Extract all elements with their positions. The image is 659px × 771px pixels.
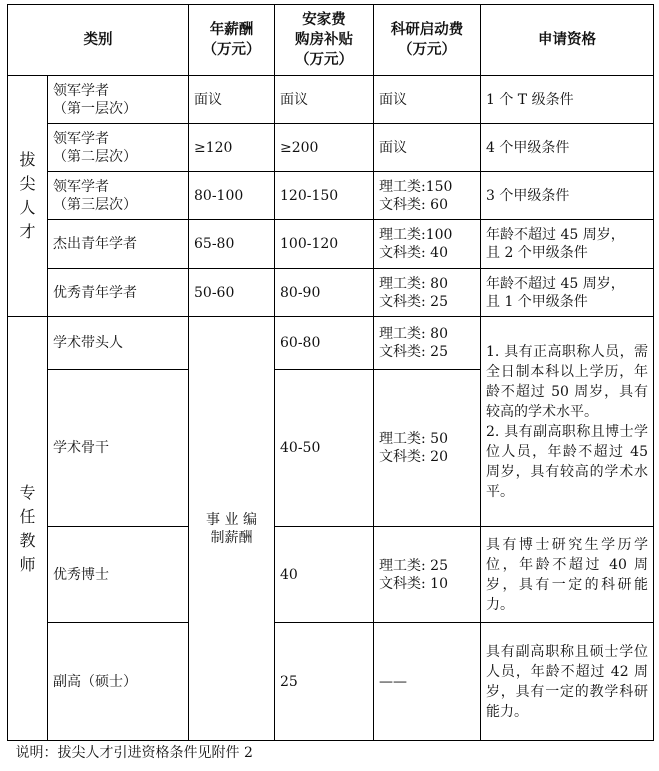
research-cell: ——: [374, 623, 481, 741]
header-housing: 安家费 购房补贴 （万元）: [275, 5, 374, 76]
header-category: 类别: [8, 5, 189, 76]
research-cell: 理工类: 80 文科类: 25: [374, 317, 481, 370]
table-row: [8, 269, 654, 317]
qualification-cell: 1. 具有正高职称人员，需全日制本科以上学历，年龄不超过 50 周岁，具有较高的学术水平。 2. 具有副高职称且博士学位人员，年龄不超过 45 周岁，具有较高的学术水平。: [481, 317, 654, 527]
housing-cell: 60-80: [275, 317, 374, 370]
salary-cell: 50-60: [189, 269, 275, 317]
research-cell: 理工类: 50 文科类: 20: [374, 370, 481, 527]
qualification-cell: 具有博士研究生学历学位，年龄不超过 40 周岁，具有一定的科研能力。: [481, 527, 654, 623]
group-teacher-label: 专 任 教 师: [8, 317, 48, 741]
salary-cell: ≥120: [189, 124, 275, 172]
row-title: 杰出青年学者: [48, 220, 189, 269]
housing-cell: 80-90: [275, 269, 374, 317]
table-row: [8, 623, 654, 741]
row-title: 领军学者 （第二层次）: [48, 124, 189, 172]
housing-cell: 25: [275, 623, 374, 741]
table-row: [8, 527, 654, 623]
row-title: 优秀博士: [48, 527, 189, 623]
qualification-cell: 3 个甲级条件: [481, 172, 654, 220]
table-row: [8, 124, 654, 172]
header-qualification: 申请资格: [481, 5, 654, 76]
row-title: 领军学者 （第一层次）: [48, 76, 189, 124]
row-title: 学术带头人: [48, 317, 189, 370]
table-row: [8, 76, 654, 124]
salary-cell: 面议: [189, 76, 275, 124]
research-cell: 理工类: 80 文科类: 25: [374, 269, 481, 317]
qualification-cell: 1 个 T 级条件: [481, 76, 654, 124]
housing-cell: 40: [275, 527, 374, 623]
footnote: 说明：拔尖人才引进资格条件见附件 2: [15, 744, 253, 761]
housing-cell: 100-120: [275, 220, 374, 269]
housing-cell: 面议: [275, 76, 374, 124]
research-cell: 理工类:100 文科类: 40: [374, 220, 481, 269]
row-title: 副高（硕士）: [48, 623, 189, 741]
salary-cell: 80-100: [189, 172, 275, 220]
teacher-salary-cell: 事 业 编 制薪酬: [189, 317, 275, 741]
housing-cell: 120-150: [275, 172, 374, 220]
header-row: [8, 5, 654, 76]
row-title: 领军学者 （第三层次）: [48, 172, 189, 220]
salary-cell: 65-80: [189, 220, 275, 269]
research-cell: 理工类:150 文科类: 60: [374, 172, 481, 220]
qualification-cell: 具有副高职称且硕士学位人员，年龄不超过 42 周岁，具有一定的教学科研能力。: [481, 623, 654, 741]
qualification-cell: 4 个甲级条件: [481, 124, 654, 172]
table-row: [8, 220, 654, 269]
group-talent-label: 拔 尖 人 才: [8, 76, 48, 317]
housing-cell: 40-50: [275, 370, 374, 527]
research-cell: 面议: [374, 76, 481, 124]
row-title: 学术骨干: [48, 370, 189, 527]
talent-policy-table: [7, 4, 654, 765]
row-title: 优秀青年学者: [48, 269, 189, 317]
research-cell: 面议: [374, 124, 481, 172]
table-row: [8, 317, 654, 370]
header-salary: 年薪酬 （万元）: [189, 5, 275, 76]
header-research: 科研启动费 （万元）: [374, 5, 481, 76]
table-row: [8, 172, 654, 220]
qualification-cell: 年龄不超过 45 周岁， 且 1 个甲级条件: [481, 269, 654, 317]
note-row: [8, 741, 654, 765]
qualification-cell: 年龄不超过 45 周岁， 且 2 个甲级条件: [481, 220, 654, 269]
housing-cell: ≥200: [275, 124, 374, 172]
research-cell: 理工类: 25 文科类: 10: [374, 527, 481, 623]
